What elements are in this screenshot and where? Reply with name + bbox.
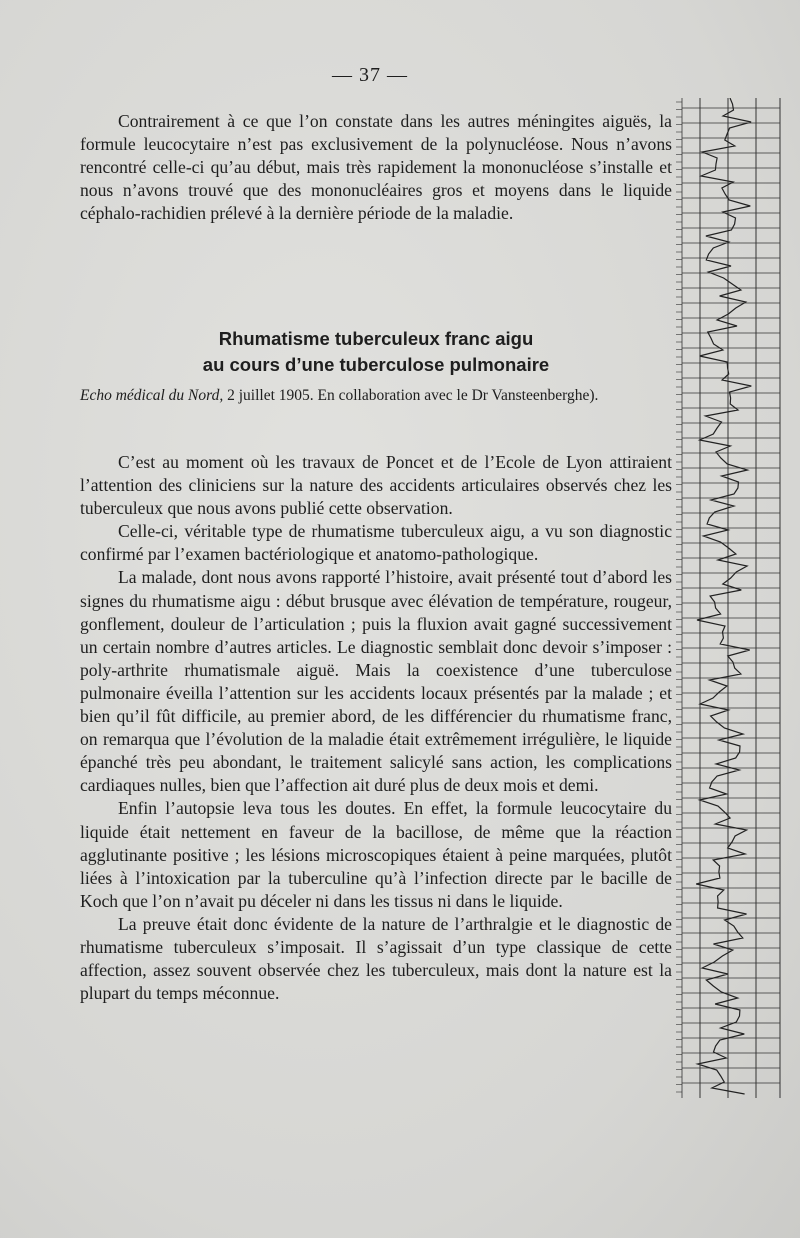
temperature-chart-strip bbox=[676, 98, 786, 1098]
citation-details: 2 juillet 1905. En collaboration avec le Dr Vansteenberghe). bbox=[223, 387, 599, 404]
paragraph-3: La malade, dont nous avons rapporté l’histoire, avait présenté tout d’abord les signes du rhumatisme aigu : début brusque avec élévation de température, rougeur, gonflement, douleur de l’articulation ; puis la fluxion avait gagné successivement un certain nombre d’autres articles. Le diagnostic semblait donc devoir s’imposer : poly-arthrite rhumatismale aiguë. Mais la coexistence d’une tuberculose pulmonaire éveilla l’attention sur les accidents locaux présentés par la malade ; et bien qu’il fût difficile, au premier abord, de les différencier du rhumatisme franc, on remarqua que l’évolution de la maladie était extrêmement irrégulière, le liquide épanché très peu abondant, le traitement salicylé sans action, les complications cardiaques nulles, bien que l’affection ait duré plus de deux mois et demi. bbox=[80, 567, 672, 796]
heading-line-2: au cours d’une tuberculose pulmonaire bbox=[202, 354, 550, 375]
paragraph-2: Celle-ci, véritable type de rhumatisme tuberculeux aigu, a vu son diagnostic confirmé par l’examen bactériologique et anatomo-pathologique. bbox=[80, 521, 672, 565]
body-section bbox=[80, 451, 672, 1005]
temperature-curve bbox=[696, 98, 751, 1094]
intro-section bbox=[80, 110, 672, 225]
paragraph-1: C’est au moment où les travaux de Poncet et de l’Ecole de Lyon attiraient l’attention des cliniciens sur la nature des accidents articulaires observés chez les tuberculeux que nous avons publié cette observation. bbox=[80, 452, 672, 519]
heading-line-1: Rhumatisme tuberculeux franc aigu bbox=[218, 328, 534, 349]
page-number: — 37 — bbox=[332, 64, 408, 86]
citation-journal: Echo médical du Nord, bbox=[80, 387, 224, 404]
intro-paragraph: Contrairement à ce que l’on constate dans les autres méningites aiguës, la formule leucocytaire n’est pas exclusivement de la polynucléose. Nous n’avons rencontré celle-ci qu’au début, mais très rapidement la mononucléose s’installe et nous n’avons trouvé que des mononucléaires gros et moyens dans le liquide céphalo-rachidien prélevé à la dernière période de la maladie. bbox=[80, 111, 672, 224]
paragraph-4: Enfin l’autopsie leva tous les doutes. En effet, la formule leucocytaire du liquide était nettement en faveur de la bacillose, de même que la réaction agglutinante positive ; les lésions microscopiques étaient à peine marquées, plutôt liées à l’intoxication par la tuberculine qu’à l’infection directe par le bacille de Koch que l’on n’avait pu déceler ni dans les tissus ni dans le liquide. bbox=[80, 798, 672, 911]
citation bbox=[80, 386, 680, 406]
section-heading bbox=[80, 326, 672, 378]
paragraph-5: La preuve était donc évidente de la nature de l’arthralgie et le diagnostic de rhumatisme tuberculeux s’imposait. Il s’agissait d’un type classique de cette affection, assez souvent observée chez les tuberculeux, mais dont la nature est la plupart du temps méconnue. bbox=[80, 913, 672, 1004]
